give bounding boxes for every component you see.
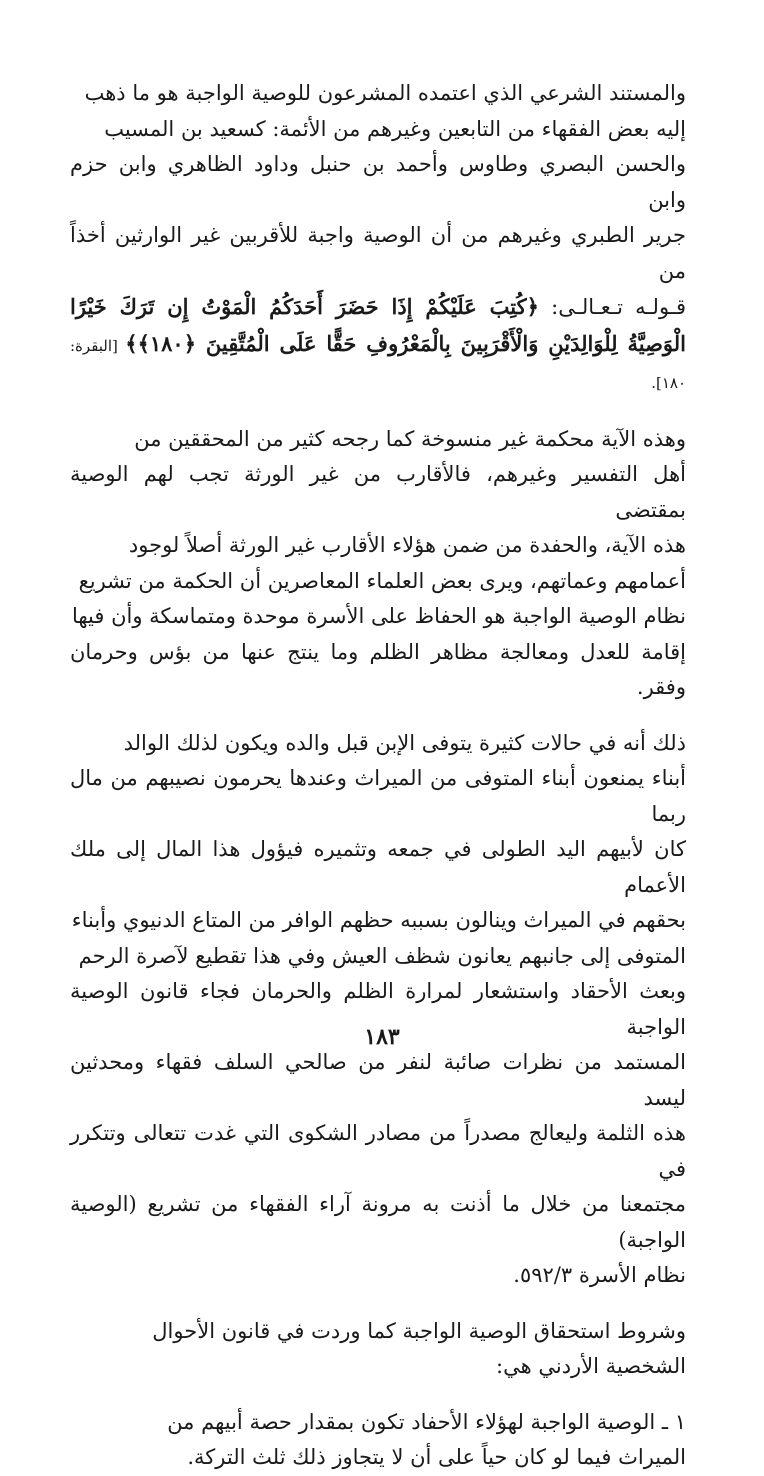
- quran-verse: ﴿كُتِبَ عَلَيْكُمْ إِذَا حَضَرَ أَحَدَكُمُ الْمَوْتُ إِن تَرَكَ خَيْرًا الْوَصِيَّةُ لِلْوَالِدَيْنِ وَالْأَقْرَبِينَ بِالْمَعْرُوفِ حَقًّا عَلَى الْمُتَّقِينَ ﴿١٨٠﴾﴾: [70, 294, 686, 356]
- text-line: مجتمعنا من خلال ما أذنت به مرونة آراء الفقهاء من تشريع (الوصية الواجبة): [70, 1192, 686, 1252]
- text-line: نظام الوصية الواجبة هو الحفاظ على الأسرة موحدة ومتماسكة وأن فيها: [71, 604, 686, 628]
- text-line: أهل التفسير وغيرهم، فالأقارب من غير الورثة تجب لهم الوصية بمقتضى: [70, 462, 686, 522]
- text-line: الميراث فيما لو كان حياً على أن لا يتجاوز ذلك ثلث التركة.: [187, 1445, 686, 1469]
- text-line: أعمامهم وعماتهم، ويرى بعض العلماء المعاصرين أن الحكمة من تشريع: [78, 568, 686, 593]
- text-line: هذه الثلمة وليعالج مصدراً من مصادر الشكوى التي غدت تتعالى وتتكرر في: [70, 1121, 686, 1181]
- text-line: والحسن البصري وطاوس وأحمد بن حنبل وداود الظاهري وابن حزم وابن: [70, 152, 686, 212]
- paragraph-4: [70, 1314, 686, 1385]
- text-line: هذه الآية، والحفدة من ضمن هؤلاء الأقارب غير الورثة أصلاً لوجود: [128, 533, 686, 557]
- text-line: كان لأبيهم اليد الطولى في جمعه وتثميره فيؤول هذا المال إلى ملك الأعمام: [70, 837, 686, 897]
- text-line: ١ ـ الوصية الواجبة لهؤلاء الأحفاد تكون بمقدار حصة أبيهم من: [167, 1409, 686, 1434]
- text-line: جرير الطبري وغيرهم من أن الوصية واجبة للأقربين غير الوارثين أخذاً من: [70, 223, 686, 283]
- text-line: إقامة للعدل ومعالجة مظاهر الظلم وما ينتج عنها من بؤس وحرمان وفقر.: [70, 639, 686, 699]
- paragraph-2: [70, 422, 686, 706]
- text-line: أبناء يمنعون أبناء المتوفى من الميراث وعندها يحرمون نصيبهم من مال ربما: [70, 766, 686, 826]
- text-line: المتوفى إلى جانبهم يعانون شظف العيش وفي هذا تقطيع لآصرة الرحم: [78, 943, 686, 968]
- text-line: بحقهم في الميراث وينالون بسببه حظهم الوافر من المتاع الدنيوي وأبناء: [71, 908, 686, 932]
- text-line: إليه بعض الفقهاء من التابعين وغيرهم من الأئمة: كسعيد بن المسيب: [104, 116, 686, 141]
- page-number: ١٨٣: [364, 1024, 400, 1050]
- text-line: نظام الأسرة ٥٩٢/٣.: [513, 1263, 686, 1287]
- paragraph-1: [70, 76, 686, 402]
- quote-intro: قـولـه تـعـالـى:: [538, 295, 686, 319]
- text-line: وهذه الآية محكمة غير منسوخة كما رجحه كثير من المحققين من: [134, 426, 686, 451]
- text-line: ذلك أنه في حالات كثيرة يتوفى الإبن قبل والده ويكون لذلك الوالد: [123, 730, 686, 755]
- text-line: الشخصية الأردني هي:: [496, 1354, 686, 1378]
- text-line: وبعث الأحقاد واستشعار لمرارة الظلم والحرمان فجاء قانون الوصية الواجبة: [70, 979, 686, 1039]
- text-line: والمستند الشرعي الذي اعتمده المشرعون للوصية الواجبة هو ما ذهب: [84, 81, 686, 105]
- text-line: وشروط استحقاق الوصية الواجبة كما وردت في قانون الأحوال: [152, 1318, 686, 1343]
- text-line: المستمد من نظرات صائبة لنفر من صالحي السلف فقهاء ومحدثين ليسد: [70, 1050, 686, 1110]
- paragraph-5: [70, 1405, 686, 1476]
- paragraph-3: [70, 726, 686, 1294]
- verse-reference: [البقرة: ١٨٠].: [70, 336, 686, 392]
